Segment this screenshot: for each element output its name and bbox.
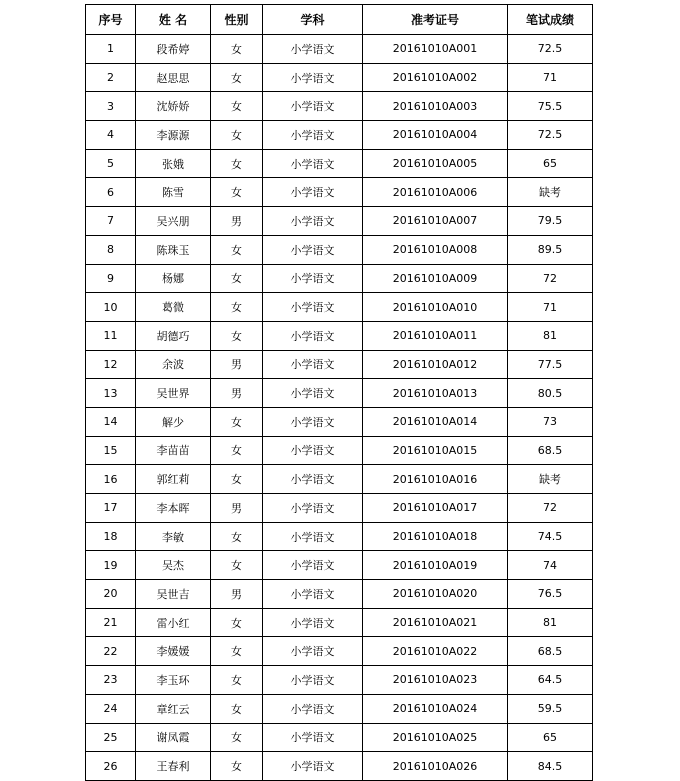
gender-cell: 女	[211, 723, 263, 752]
seq-no-cell: 3	[86, 92, 136, 121]
exam-id-cell: 20161010A007	[363, 207, 508, 236]
exam-id-cell: 20161010A006	[363, 178, 508, 207]
seq-no-cell: 26	[86, 752, 136, 781]
table-row	[86, 63, 593, 92]
written-score-cell: 72	[508, 494, 593, 523]
gender-cell: 女	[211, 666, 263, 695]
written-score-cell: 72	[508, 264, 593, 293]
seq-no-cell: 21	[86, 608, 136, 637]
table-row	[86, 608, 593, 637]
exam-id-cell: 20161010A020	[363, 580, 508, 609]
gender-cell: 女	[211, 321, 263, 350]
seq-no-cell: 7	[86, 207, 136, 236]
header-gender: 性别	[211, 5, 263, 35]
written-score-cell: 72.5	[508, 121, 593, 150]
gender-cell: 女	[211, 92, 263, 121]
name-cell: 解少	[136, 407, 211, 436]
gender-cell: 女	[211, 637, 263, 666]
subject-cell: 小学语文	[263, 494, 363, 523]
written-score-cell: 73	[508, 407, 593, 436]
table-row	[86, 149, 593, 178]
gender-cell: 女	[211, 694, 263, 723]
written-score-cell: 71	[508, 63, 593, 92]
subject-cell: 小学语文	[263, 121, 363, 150]
seq-no-cell: 22	[86, 637, 136, 666]
name-cell: 吴杰	[136, 551, 211, 580]
name-cell: 陈雪	[136, 178, 211, 207]
written-score-cell: 84.5	[508, 752, 593, 781]
seq-no-cell: 5	[86, 149, 136, 178]
exam-id-cell: 20161010A004	[363, 121, 508, 150]
gender-cell: 女	[211, 264, 263, 293]
written-score-cell: 74.5	[508, 522, 593, 551]
written-score-cell: 缺考	[508, 178, 593, 207]
gender-cell: 女	[211, 436, 263, 465]
exam-id-cell: 20161010A008	[363, 235, 508, 264]
exam-id-cell: 20161010A022	[363, 637, 508, 666]
name-cell: 李敏	[136, 522, 211, 551]
gender-cell: 女	[211, 752, 263, 781]
seq-no-cell: 19	[86, 551, 136, 580]
written-score-cell: 71	[508, 293, 593, 322]
exam-id-cell: 20161010A024	[363, 694, 508, 723]
table-row	[86, 379, 593, 408]
subject-cell: 小学语文	[263, 235, 363, 264]
seq-no-cell: 20	[86, 580, 136, 609]
written-score-cell: 64.5	[508, 666, 593, 695]
written-score-cell: 81	[508, 608, 593, 637]
name-cell: 郭红莉	[136, 465, 211, 494]
name-cell: 余波	[136, 350, 211, 379]
table-row	[86, 350, 593, 379]
table-row	[86, 752, 593, 781]
seq-no-cell: 6	[86, 178, 136, 207]
gender-cell: 女	[211, 121, 263, 150]
exam-id-cell: 20161010A012	[363, 350, 508, 379]
written-score-cell: 65	[508, 149, 593, 178]
subject-cell: 小学语文	[263, 350, 363, 379]
name-cell: 段希婷	[136, 35, 211, 64]
subject-cell: 小学语文	[263, 63, 363, 92]
name-cell: 陈珠玉	[136, 235, 211, 264]
subject-cell: 小学语文	[263, 207, 363, 236]
header-name: 姓 名	[136, 5, 211, 35]
exam-id-cell: 20161010A003	[363, 92, 508, 121]
seq-no-cell: 24	[86, 694, 136, 723]
subject-cell: 小学语文	[263, 637, 363, 666]
exam-id-cell: 20161010A019	[363, 551, 508, 580]
exam-id-cell: 20161010A017	[363, 494, 508, 523]
exam-id-cell: 20161010A021	[363, 608, 508, 637]
seq-no-cell: 11	[86, 321, 136, 350]
written-score-cell: 79.5	[508, 207, 593, 236]
name-cell: 章红云	[136, 694, 211, 723]
subject-cell: 小学语文	[263, 407, 363, 436]
gender-cell: 女	[211, 293, 263, 322]
name-cell: 李苗苗	[136, 436, 211, 465]
subject-cell: 小学语文	[263, 752, 363, 781]
written-score-cell: 89.5	[508, 235, 593, 264]
written-score-cell: 72.5	[508, 35, 593, 64]
table-row	[86, 723, 593, 752]
subject-cell: 小学语文	[263, 694, 363, 723]
subject-cell: 小学语文	[263, 465, 363, 494]
written-score-cell: 77.5	[508, 350, 593, 379]
table-row	[86, 407, 593, 436]
table-row	[86, 178, 593, 207]
written-score-cell: 68.5	[508, 637, 593, 666]
subject-cell: 小学语文	[263, 264, 363, 293]
seq-no-cell: 25	[86, 723, 136, 752]
gender-cell: 女	[211, 551, 263, 580]
name-cell: 胡德巧	[136, 321, 211, 350]
gender-cell: 男	[211, 580, 263, 609]
table-row	[86, 580, 593, 609]
name-cell: 李源源	[136, 121, 211, 150]
table-row	[86, 264, 593, 293]
table-row	[86, 92, 593, 121]
exam-id-cell: 20161010A001	[363, 35, 508, 64]
exam-id-cell: 20161010A023	[363, 666, 508, 695]
subject-cell: 小学语文	[263, 723, 363, 752]
table-row	[86, 293, 593, 322]
subject-cell: 小学语文	[263, 666, 363, 695]
written-score-cell: 76.5	[508, 580, 593, 609]
table-body	[86, 35, 593, 781]
subject-cell: 小学语文	[263, 35, 363, 64]
table-row	[86, 694, 593, 723]
subject-cell: 小学语文	[263, 608, 363, 637]
header-seq-no: 序号	[86, 5, 136, 35]
seq-no-cell: 2	[86, 63, 136, 92]
table-row	[86, 321, 593, 350]
gender-cell: 男	[211, 207, 263, 236]
table-row	[86, 436, 593, 465]
seq-no-cell: 4	[86, 121, 136, 150]
exam-id-cell: 20161010A025	[363, 723, 508, 752]
gender-cell: 女	[211, 235, 263, 264]
seq-no-cell: 17	[86, 494, 136, 523]
name-cell: 沈娇娇	[136, 92, 211, 121]
name-cell: 吴世界	[136, 379, 211, 408]
table-row	[86, 465, 593, 494]
table-row	[86, 666, 593, 695]
header-exam-id: 准考证号	[363, 5, 508, 35]
written-score-cell: 65	[508, 723, 593, 752]
seq-no-cell: 12	[86, 350, 136, 379]
seq-no-cell: 10	[86, 293, 136, 322]
written-score-cell: 74	[508, 551, 593, 580]
name-cell: 李媛媛	[136, 637, 211, 666]
name-cell: 李本晖	[136, 494, 211, 523]
exam-id-cell: 20161010A018	[363, 522, 508, 551]
gender-cell: 女	[211, 149, 263, 178]
gender-cell: 男	[211, 350, 263, 379]
subject-cell: 小学语文	[263, 522, 363, 551]
gender-cell: 男	[211, 379, 263, 408]
name-cell: 赵思思	[136, 63, 211, 92]
table-row	[86, 522, 593, 551]
table-row	[86, 207, 593, 236]
exam-score-table	[85, 4, 593, 781]
subject-cell: 小学语文	[263, 551, 363, 580]
subject-cell: 小学语文	[263, 178, 363, 207]
seq-no-cell: 18	[86, 522, 136, 551]
name-cell: 吴兴朋	[136, 207, 211, 236]
written-score-cell: 缺考	[508, 465, 593, 494]
seq-no-cell: 9	[86, 264, 136, 293]
gender-cell: 男	[211, 494, 263, 523]
gender-cell: 女	[211, 522, 263, 551]
written-score-cell: 59.5	[508, 694, 593, 723]
subject-cell: 小学语文	[263, 321, 363, 350]
seq-no-cell: 16	[86, 465, 136, 494]
exam-id-cell: 20161010A005	[363, 149, 508, 178]
seq-no-cell: 14	[86, 407, 136, 436]
header-row	[86, 5, 593, 35]
subject-cell: 小学语文	[263, 436, 363, 465]
name-cell: 张娥	[136, 149, 211, 178]
subject-cell: 小学语文	[263, 149, 363, 178]
name-cell: 杨娜	[136, 264, 211, 293]
gender-cell: 女	[211, 465, 263, 494]
exam-id-cell: 20161010A010	[363, 293, 508, 322]
written-score-cell: 75.5	[508, 92, 593, 121]
exam-id-cell: 20161010A009	[363, 264, 508, 293]
subject-cell: 小学语文	[263, 293, 363, 322]
table-row	[86, 551, 593, 580]
name-cell: 谢凤霞	[136, 723, 211, 752]
table-row	[86, 637, 593, 666]
exam-id-cell: 20161010A016	[363, 465, 508, 494]
gender-cell: 女	[211, 407, 263, 436]
table-row	[86, 235, 593, 264]
seq-no-cell: 23	[86, 666, 136, 695]
name-cell: 李玉环	[136, 666, 211, 695]
table-row	[86, 494, 593, 523]
seq-no-cell: 13	[86, 379, 136, 408]
table-row	[86, 35, 593, 64]
written-score-cell: 80.5	[508, 379, 593, 408]
header-written-score: 笔试成绩	[508, 5, 593, 35]
name-cell: 葛微	[136, 293, 211, 322]
gender-cell: 女	[211, 178, 263, 207]
gender-cell: 女	[211, 35, 263, 64]
name-cell: 吴世吉	[136, 580, 211, 609]
subject-cell: 小学语文	[263, 92, 363, 121]
exam-id-cell: 20161010A014	[363, 407, 508, 436]
exam-id-cell: 20161010A015	[363, 436, 508, 465]
subject-cell: 小学语文	[263, 580, 363, 609]
gender-cell: 女	[211, 608, 263, 637]
exam-id-cell: 20161010A026	[363, 752, 508, 781]
exam-id-cell: 20161010A013	[363, 379, 508, 408]
seq-no-cell: 1	[86, 35, 136, 64]
name-cell: 王春利	[136, 752, 211, 781]
table-row	[86, 121, 593, 150]
subject-cell: 小学语文	[263, 379, 363, 408]
seq-no-cell: 8	[86, 235, 136, 264]
exam-id-cell: 20161010A011	[363, 321, 508, 350]
written-score-cell: 68.5	[508, 436, 593, 465]
written-score-cell: 81	[508, 321, 593, 350]
exam-id-cell: 20161010A002	[363, 63, 508, 92]
name-cell: 雷小红	[136, 608, 211, 637]
gender-cell: 女	[211, 63, 263, 92]
seq-no-cell: 15	[86, 436, 136, 465]
header-subject: 学科	[263, 5, 363, 35]
